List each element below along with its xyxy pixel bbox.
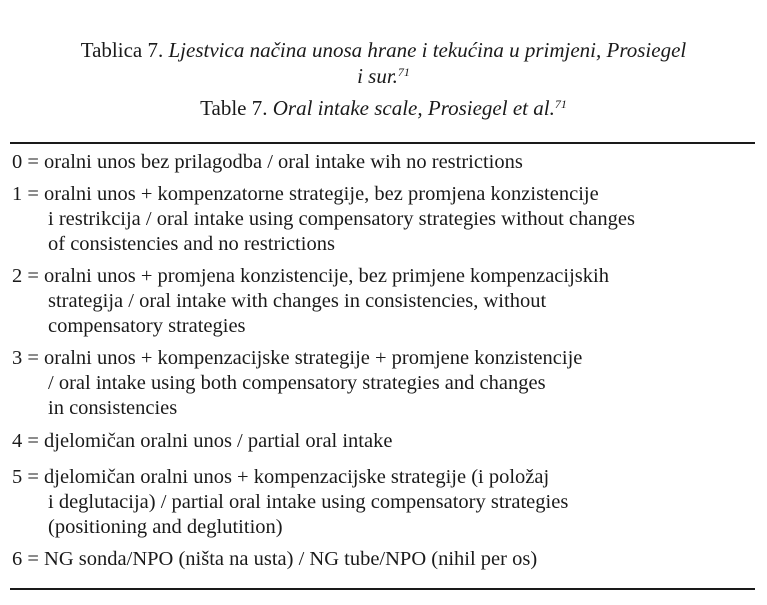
caption-label-hr: Tablica 7.	[80, 38, 164, 62]
scale-row-5	[12, 465, 752, 540]
scale-row-2	[12, 264, 752, 339]
row-line: strategija / oral intake with changes in consistencies, without	[48, 290, 547, 312]
table-caption-croatian-cont	[0, 63, 767, 89]
row-line: 6 = NG sonda/NPO (ništa na usta) / NG tube/NPO (nihil per os)	[12, 548, 538, 570]
row-line: i restrikcija / oral intake using compensatory strategies without changes	[48, 208, 635, 230]
scale-row-1	[12, 182, 752, 257]
caption-title-hr-cont: i sur.	[357, 64, 398, 88]
scale-row-0	[12, 150, 752, 175]
row-line: (positioning and deglutition)	[48, 516, 283, 538]
caption-label-en: Table 7.	[200, 96, 268, 120]
caption-title-hr: Ljestvica načina unosa hrane i tekućina u primjeni, Prosiegel	[168, 38, 687, 62]
caption-ref-hr: 71	[397, 65, 410, 79]
table-caption-english	[0, 95, 767, 121]
row-line: i deglutacija) / partial oral intake using compensatory strategies	[48, 491, 569, 513]
row-line: in consistencies	[48, 397, 178, 419]
table-caption-croatian	[0, 37, 767, 63]
scale-row-3	[12, 346, 752, 421]
row-line: 2 = oralni unos + promjena konzistencije, bez primjene kompenzacijskih	[12, 265, 609, 287]
row-line: of consistencies and no restrictions	[48, 233, 335, 255]
row-line: 1 = oralni unos + kompenzatorne strategije, bez promjena konzistencije	[12, 183, 599, 205]
row-line: 0 = oralni unos bez prilagodba / oral intake wih no restrictions	[12, 151, 523, 173]
caption-ref-en: 71	[554, 97, 567, 111]
row-line: 4 = djelomičan oralni unos / partial oral intake	[12, 430, 393, 452]
caption-title-en: Oral intake scale, Prosiegel et al.	[272, 96, 555, 120]
scale-row-6	[12, 547, 752, 572]
row-line: 5 = djelomičan oralni unos + kompenzacijske strategije (i položaj	[12, 466, 550, 488]
table-bottom-rule	[10, 588, 755, 590]
scale-row-4	[12, 429, 752, 454]
row-line: compensatory strategies	[48, 315, 246, 337]
table-top-rule	[10, 142, 755, 144]
row-line: 3 = oralni unos + kompenzacijske strategije + promjene konzistencije	[12, 347, 583, 369]
row-line: / oral intake using both compensatory strategies and changes	[48, 372, 546, 394]
